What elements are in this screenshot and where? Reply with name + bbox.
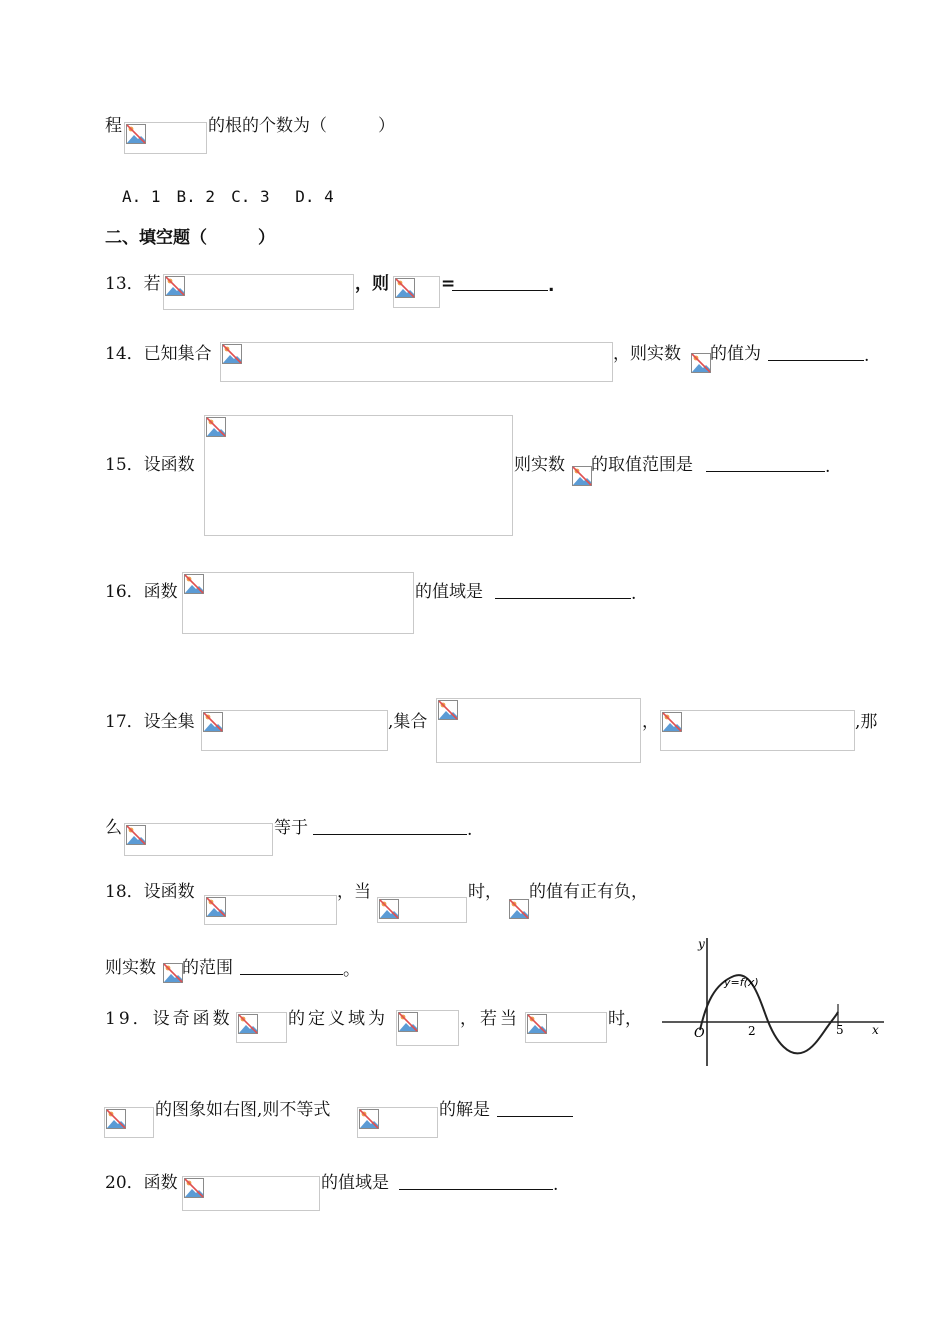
broken-image-icon — [126, 124, 146, 144]
q18-line2-tail: 的范围 — [182, 958, 233, 978]
broken-image-icon — [106, 1109, 126, 1129]
broken-image-icon — [691, 353, 711, 373]
broken-image-icon — [206, 897, 226, 917]
formula-image — [182, 1176, 320, 1211]
function-graph — [662, 934, 888, 1068]
formula-image — [396, 1010, 459, 1046]
q15-mid: 则实数 — [514, 455, 565, 475]
broken-image-icon — [206, 417, 226, 437]
q16-num: 16．函数 — [105, 582, 178, 602]
q13-eq: = — [441, 274, 456, 294]
q20-tail: 的值域是 — [321, 1173, 389, 1193]
broken-image-icon — [662, 712, 682, 732]
formula-image — [508, 898, 530, 922]
q14-end: . — [864, 346, 870, 366]
q15-num: 15．设函数 — [105, 455, 195, 475]
broken-image-icon — [165, 276, 185, 296]
q17-line2-prefix: 么 — [105, 818, 122, 838]
q13-num: 13．若 — [105, 274, 161, 294]
q20-num: 20．函数 — [105, 1173, 178, 1193]
broken-image-icon — [184, 1178, 204, 1198]
section-title: 二、填空题（ ） — [105, 228, 275, 248]
q14-num: 14．已知集合 — [105, 344, 212, 364]
broken-image-icon — [398, 1012, 418, 1032]
q19-mid2: ，若当 — [460, 1009, 520, 1029]
broken-image-icon — [527, 1014, 547, 1034]
tick-5-label: 5 — [836, 1023, 844, 1037]
q17-mid1: ,集合 — [388, 712, 428, 732]
q13-end: . — [548, 276, 555, 296]
q12-prefix: 程 — [105, 116, 122, 136]
q15-tail: 的取值范围是 — [591, 455, 693, 475]
formula-image — [204, 895, 337, 925]
origin-label: O — [694, 1026, 705, 1041]
q20-end: . — [553, 1175, 559, 1195]
broken-image-icon — [509, 899, 529, 919]
broken-image-icon — [163, 963, 183, 983]
q18-line2-prefix: 则实数 — [105, 958, 156, 978]
q18-mid1: ，当 — [337, 882, 371, 902]
q19-num: 19．设奇函数 — [105, 1009, 233, 1029]
answer-blank[interactable] — [313, 818, 467, 835]
formula-image — [690, 352, 710, 372]
broken-image-icon — [238, 1014, 258, 1034]
broken-image-icon — [572, 466, 592, 486]
answer-blank[interactable] — [399, 1173, 553, 1190]
answer-blank[interactable] — [768, 344, 864, 361]
q17-mid3: ,那 — [855, 712, 878, 732]
formula-image — [163, 274, 354, 310]
formula-image — [204, 415, 513, 536]
broken-image-icon — [222, 344, 242, 364]
formula-image — [525, 1012, 607, 1043]
formula-image — [104, 1107, 154, 1138]
q15-end: . — [825, 457, 831, 477]
q19-mid3: 时， — [608, 1009, 642, 1029]
q13-mid: ，则 — [355, 274, 389, 294]
formula-image — [660, 710, 855, 751]
formula-image — [220, 342, 613, 382]
x-axis-label: x — [872, 1023, 879, 1037]
answer-blank[interactable] — [497, 1100, 573, 1117]
broken-image-icon — [184, 574, 204, 594]
broken-image-icon — [395, 278, 415, 298]
formula-image — [124, 122, 207, 154]
formula-image — [162, 962, 182, 982]
broken-image-icon — [203, 712, 223, 732]
formula-image — [201, 710, 388, 751]
q18-mid3: 的值有正有负， — [529, 882, 648, 902]
formula-image — [236, 1012, 287, 1043]
q12-text: 的根的个数为（ ） — [208, 116, 395, 136]
broken-image-icon — [126, 825, 146, 845]
answer-blank[interactable] — [452, 274, 548, 291]
broken-image-icon — [379, 899, 399, 919]
q17-line2-tail: 等于 — [274, 818, 308, 838]
broken-image-icon — [438, 700, 458, 720]
q18-num: 18．设函数 — [105, 882, 195, 902]
q17-num: 17．设全集 — [105, 712, 195, 732]
q19-line2-tail2: 的解是 — [439, 1100, 490, 1120]
q17-end: . — [467, 820, 473, 840]
formula-image — [571, 465, 591, 485]
formula-image — [182, 572, 414, 634]
formula-image — [377, 897, 467, 923]
broken-image-icon — [359, 1109, 379, 1129]
q14-mid: ，则实数 — [613, 344, 681, 364]
function-label: y=f(x) — [724, 976, 759, 989]
formula-image — [357, 1107, 438, 1138]
q16-end: . — [631, 584, 637, 604]
tick-2-label: 2 — [748, 1024, 756, 1038]
curve — [700, 975, 838, 1053]
q18-end: 。 — [343, 960, 360, 980]
q18-mid2: 时， — [468, 882, 502, 902]
answer-blank[interactable] — [240, 958, 343, 975]
answer-blank[interactable] — [706, 455, 825, 472]
y-axis-label: y — [698, 937, 705, 951]
q16-tail: 的值域是 — [415, 582, 483, 602]
formula-image — [436, 698, 641, 763]
q19-line2-tail: 的图象如右图,则不等式 — [155, 1100, 331, 1120]
q12-options: A. 1 B. 2 C. 3 D. 4 — [122, 187, 334, 206]
q17-mid2: ， — [642, 712, 659, 732]
q19-mid1: 的定义域为 — [288, 1009, 388, 1029]
formula-image — [393, 276, 440, 308]
q14-tail: 的值为 — [710, 344, 761, 364]
answer-blank[interactable] — [495, 582, 631, 599]
formula-image — [124, 823, 273, 856]
